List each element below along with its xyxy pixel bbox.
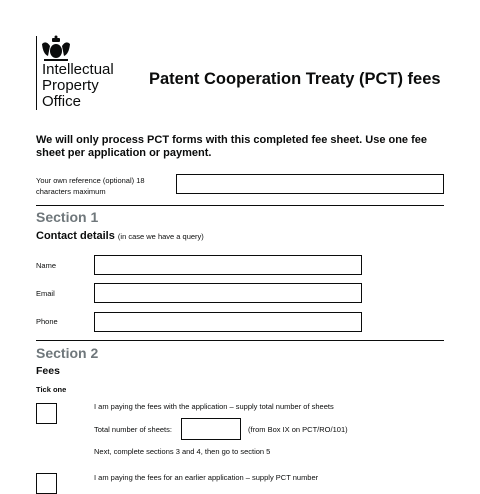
page-title: Patent Cooperation Treaty (PCT) fees — [149, 70, 441, 88]
next-instruction: Next, complete sections 3 and 4, then go to section 5 — [94, 447, 271, 456]
option-pay-earlier-application-text: I am paying the fees for an earlier application – supply PCT number — [94, 473, 319, 482]
name-input[interactable] — [94, 255, 362, 275]
email-input[interactable] — [94, 283, 362, 303]
section-2-heading: Section 2 — [36, 345, 99, 361]
section-1-heading: Section 1 — [36, 209, 99, 225]
organisation-name: Intellectual Property Office — [42, 61, 114, 110]
royal-crest-icon — [36, 34, 76, 62]
contact-details-heading: Contact details (in case we have a query) — [36, 230, 204, 242]
section-divider — [36, 340, 444, 341]
option-pay-earlier-application-checkbox[interactable] — [36, 473, 57, 494]
option-pay-with-application-checkbox[interactable] — [36, 403, 57, 424]
option-pay-with-application-text: I am paying the fees with the application – supply total number of sheets — [94, 402, 334, 411]
email-label: Email — [36, 289, 55, 298]
reference-label: Your own reference (optional) 18 characters maximum — [36, 176, 145, 196]
total-sheets-label: Total number of sheets: — [94, 425, 172, 434]
tick-one-label: Tick one — [36, 385, 67, 394]
logo-divider — [36, 36, 37, 110]
fees-heading: Fees — [36, 365, 60, 377]
total-sheets-input[interactable] — [181, 418, 241, 440]
total-sheets-note: (from Box IX on PCT/RO/101) — [248, 425, 348, 434]
name-label: Name — [36, 261, 57, 270]
phone-input[interactable] — [94, 312, 362, 332]
intro-text: We will only process PCT forms with this completed fee sheet. Use one fee sheet per application or payment. — [36, 134, 428, 159]
reference-input[interactable] — [176, 174, 444, 194]
section-divider — [36, 205, 444, 206]
phone-label: Phone — [36, 317, 58, 326]
